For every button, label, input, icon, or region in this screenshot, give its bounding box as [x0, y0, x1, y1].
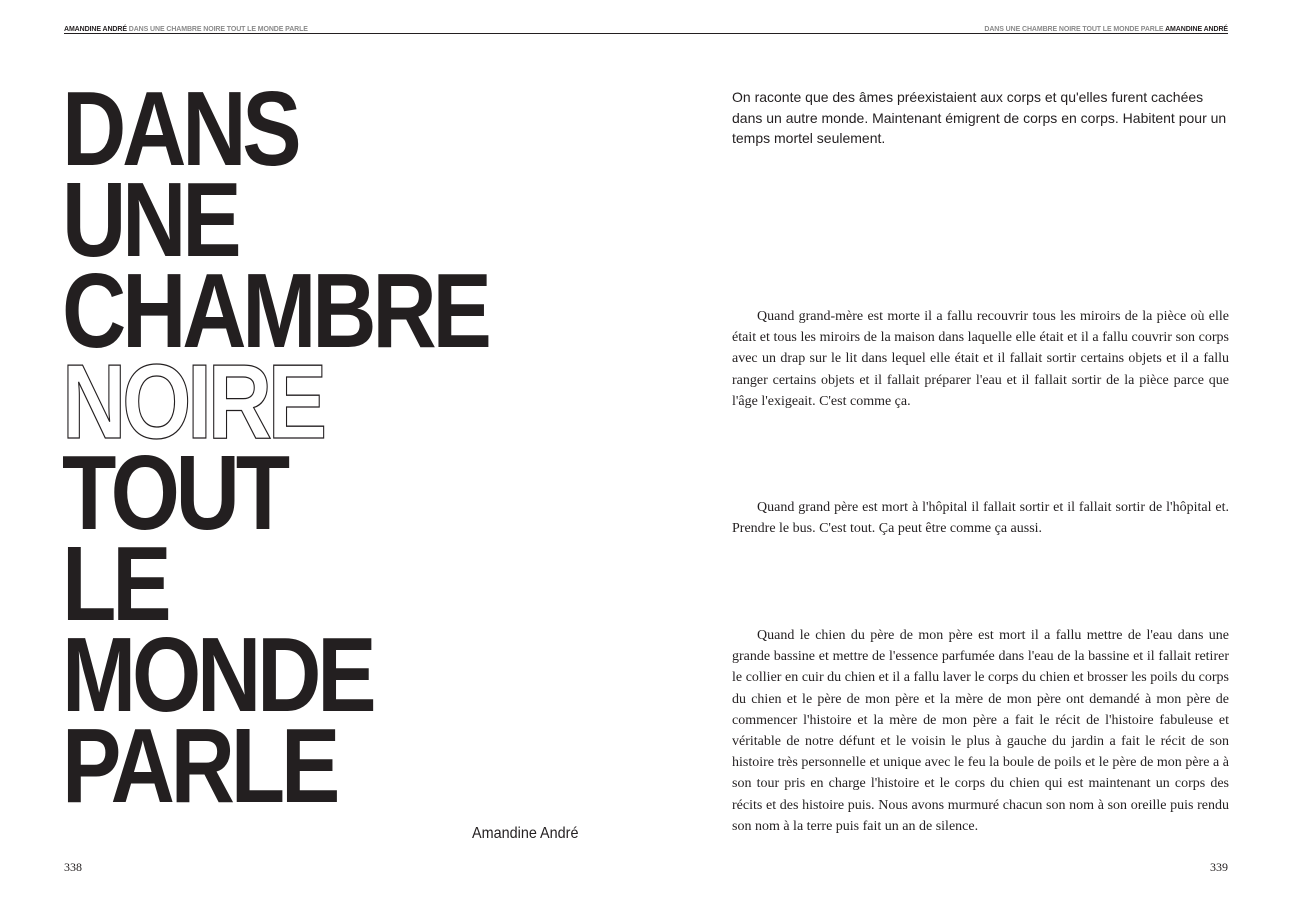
body-paragraph: Quand le chien du père de mon père est mort il a fallu mettre de l'eau dans une grande bassine et mettre de l'essence parfumée dans l'eau de la bassine et il fallait retirer le collier en cuir du chien et il a fallu laver le corps du chien et brosser les poils du corps du chien et le père de mon père et la mère de mon père ont demandé à mon père de commencer l'histoire et la mère de mon père a fait le récit de l'histoire fabuleuse et véritable de notre défunt et le voisin le plus à gauche du jardin a fait le récit de son histoire très personnelle et unique avec le feu la boule de poils et le père de mon père a à son tour pris en charge l'histoire et le corps du chien qui est maintenant un corps des récits et des histoire puis. Nous avons murmuré chacun son nom à son oreille puis rendu son nom à la terre puis fait un an de silence.	[732, 628, 1229, 834]
title-line: MONDE	[62, 616, 373, 734]
body-paragraph: Quand grand-mère est morte il a fallu recouvrir tous les miroirs de la pièce où elle était et tous les miroirs de la maison dans laquelle elle était et il a fallu couvrir son corps avec un drap sur le lit dans lequel elle était et il fallait sortir certains objets et il a fallu ranger certains objets et il fallait préparer l'eau et il fallait sortir de la pièce parce que l'âge l'exigeait. C'est comme ça.	[732, 309, 1229, 409]
title-line: CHAMBRE	[62, 252, 488, 370]
running-header-right	[984, 26, 1228, 33]
intro-paragraph: On raconte que des âmes préexistaient aux corps et qu'elles furent cachées dans un autre monde. Maintenant émigrent de corps en corps. Habitent pour un temps mortel seulement.	[732, 89, 1227, 146]
title-line: LE	[62, 525, 168, 643]
header-author: AMANDINE ANDRÉ	[1165, 26, 1228, 33]
title-line-outlined: NOIRE	[62, 343, 323, 461]
title-line: DANS	[62, 70, 298, 188]
title-line: PARLE	[62, 707, 337, 825]
display-title	[62, 70, 488, 825]
body-paragraph: Quand grand père est mort à l'hôpital il fallait sortir et il fallait sortir de l'hôpital et. Prendre le bus. C'est tout. Ça peut être comme ça aussi.	[732, 500, 1229, 537]
header-title: DANS UNE CHAMBRE NOIRE TOUT LE MONDE PARLE	[128, 26, 308, 33]
header-author: AMANDINE ANDRÉ	[64, 26, 127, 33]
page-number-left: 338	[64, 860, 82, 874]
header-title: DANS UNE CHAMBRE NOIRE TOUT LE MONDE PARLE	[984, 26, 1164, 33]
page-number-right: 339	[1210, 860, 1228, 874]
running-header-left	[64, 26, 308, 33]
title-line: UNE	[62, 161, 238, 279]
author-byline: Amandine André	[472, 825, 579, 842]
header-rule-right	[646, 33, 1228, 34]
header-rule-left	[64, 33, 646, 34]
title-line: TOUT	[62, 434, 286, 552]
